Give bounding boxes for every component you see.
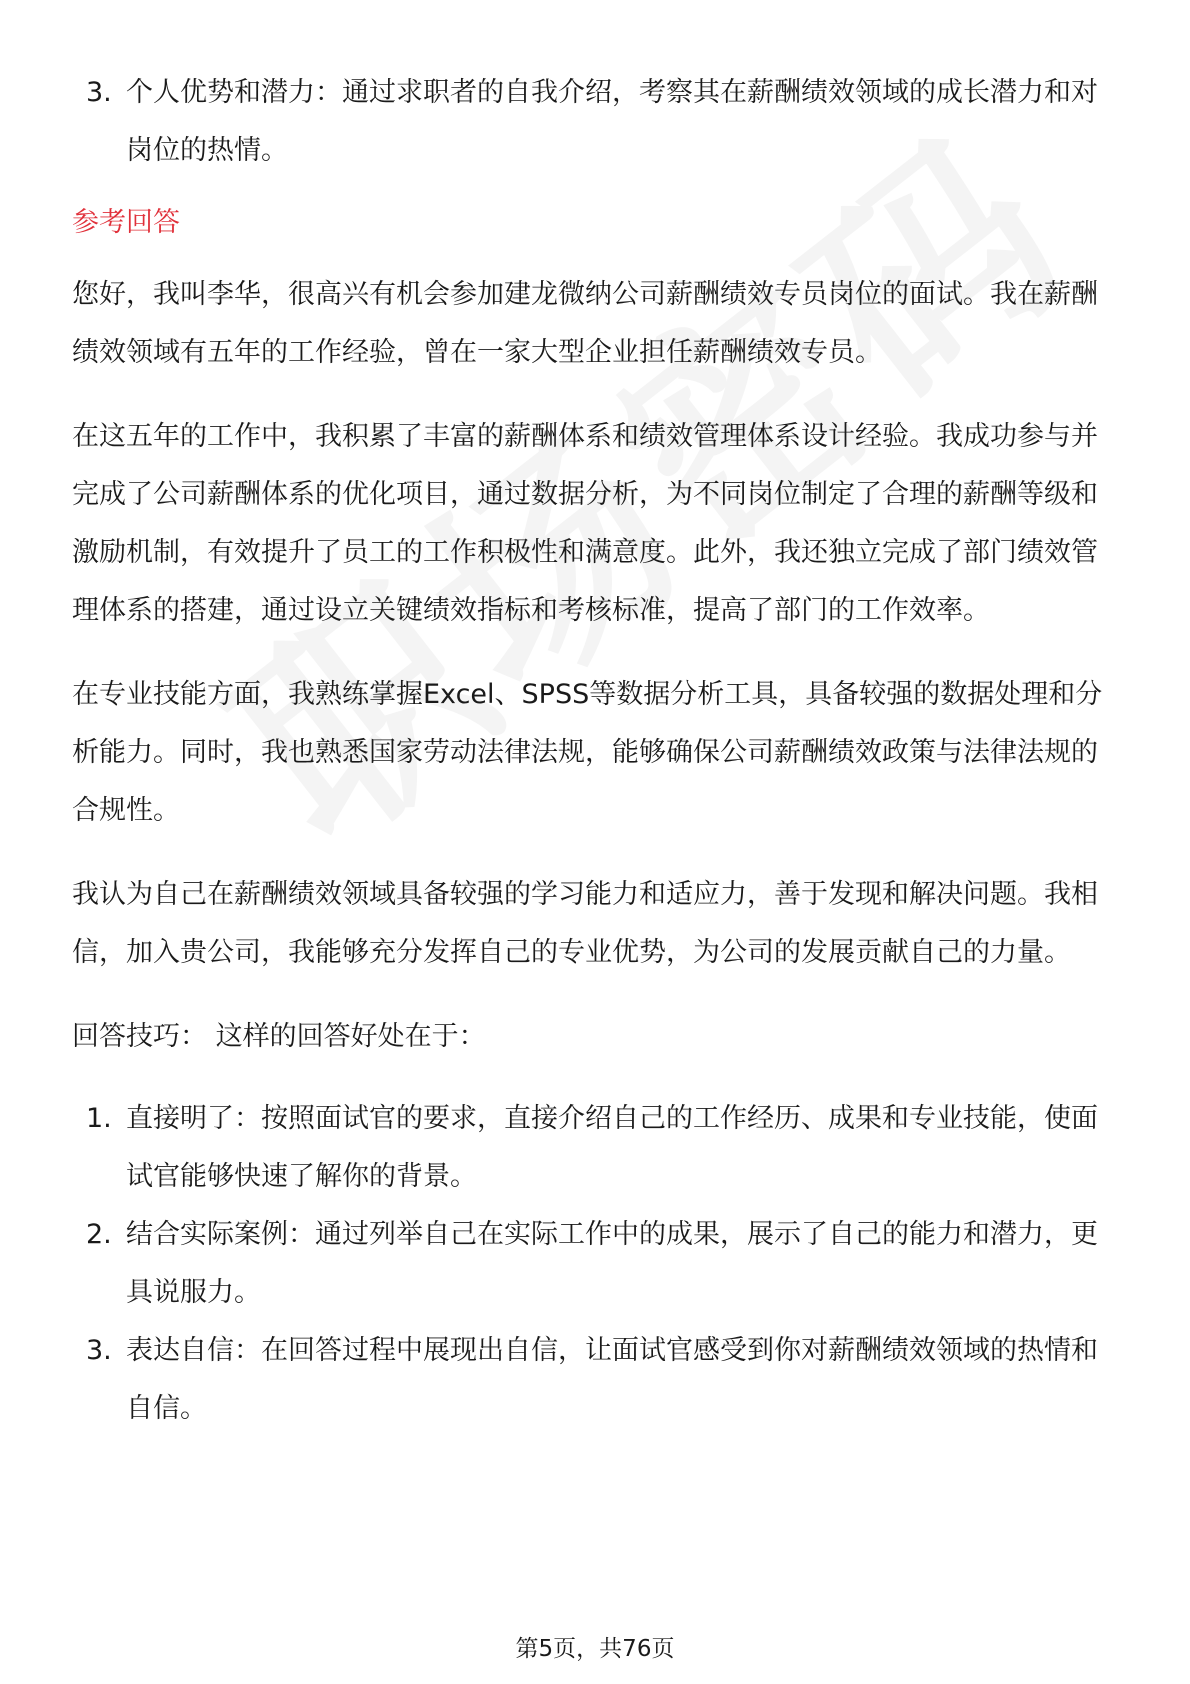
tips-list — [72, 1090, 1122, 1438]
list-item-number: 2. — [86, 1219, 112, 1250]
list-item-text: 直接明了：按照面试官的要求，直接介绍自己的工作经历、成果和专业技能，使面试官能够快速了解你的背景。 — [126, 1103, 1098, 1192]
answer-paragraph: 我认为自己在薪酬绩效领域具备较强的学习能力和适应力，善于发现和解决问题。我相信，加入贵公司，我能够充分发挥自己的专业优势，为公司的发展贡献自己的力量。 — [72, 879, 1098, 968]
list-item-text: 个人优势和潜力：通过求职者的自我介绍，考察其在薪酬绩效领域的成长潜力和对岗位的热情。 — [126, 77, 1098, 166]
list-item — [72, 1206, 1122, 1322]
list-item-number: 3. — [86, 77, 112, 108]
page-number: 第5页，共76页 — [515, 1636, 675, 1662]
tips-label: 回答技巧： 这样的回答好处在于： — [72, 1021, 486, 1052]
list-item-text: 结合实际案例：通过列举自己在实际工作中的成果，展示了自己的能力和潜力，更具说服力。 — [126, 1219, 1098, 1308]
list-item — [72, 1322, 1122, 1438]
answer-paragraph: 您好，我叫李华，很高兴有机会参加建龙微纳公司薪酬绩效专员岗位的面试。我在薪酬绩效领域有五年的工作经验，曾在一家大型企业担任薪酬绩效专员。 — [72, 279, 1098, 368]
list-item-text: 表达自信：在回答过程中展现出自信，让面试官感受到你对薪酬绩效领域的热情和自信。 — [126, 1335, 1098, 1424]
criteria-list — [72, 64, 1122, 180]
list-item — [72, 1090, 1122, 1206]
answer-paragraph: 在专业技能方面，我熟练掌握Excel、SPSS等数据分析工具，具备较强的数据处理和分析能力。同时，我也熟悉国家劳动法律法规，能够确保公司薪酬绩效政策与法律法规的合规性。 — [72, 679, 1103, 826]
page-content — [72, 64, 1122, 1438]
answer-paragraph: 在这五年的工作中，我积累了丰富的薪酬体系和绩效管理体系设计经验。我成功参与并完成了公司薪酬体系的优化项目，通过数据分析，为不同岗位制定了合理的薪酬等级和激励机制，有效提升了员工的工作积极性和满意度。此外，我还独立完成了部门绩效管理体系的搭建，通过设立关键绩效指标和考核标准，提高了部门的工作效率。 — [72, 421, 1098, 626]
list-item-number: 1. — [86, 1103, 112, 1134]
list-item-number: 3. — [86, 1335, 112, 1366]
list-item — [72, 64, 1122, 180]
section-heading: 参考回答 — [72, 207, 180, 238]
